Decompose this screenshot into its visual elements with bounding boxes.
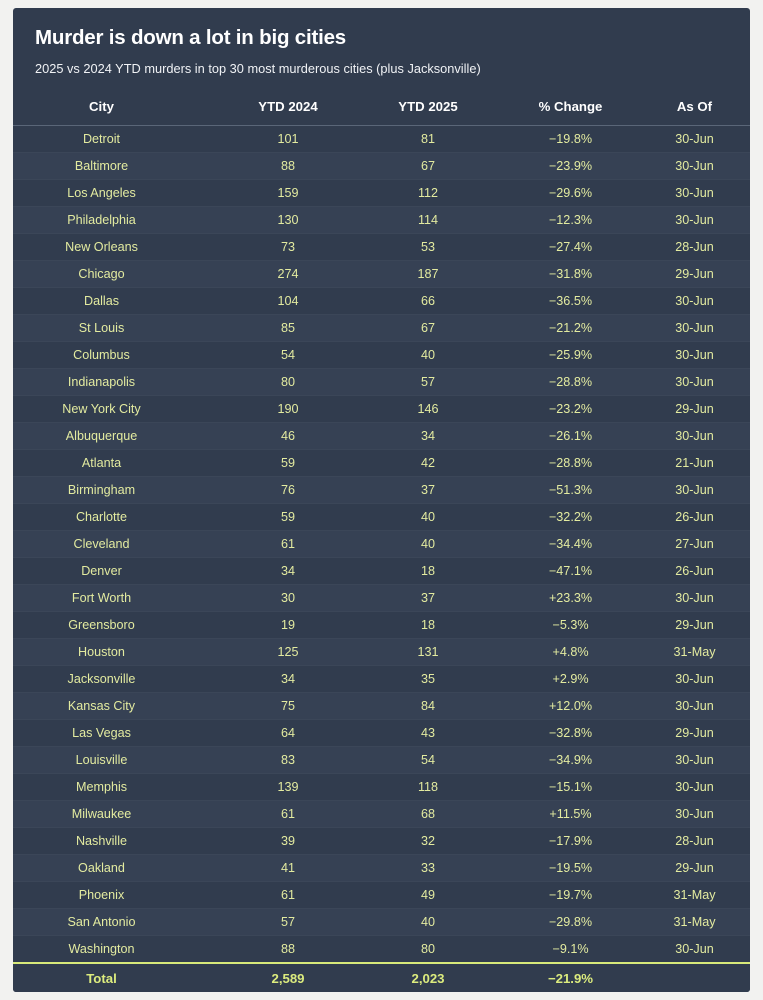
cell-pct-change: −21.2% xyxy=(498,315,643,342)
table-row[interactable] xyxy=(13,207,750,234)
cell-ytd-2025: 187 xyxy=(358,261,498,288)
cell-ytd-2025: 66 xyxy=(358,288,498,315)
cell-as-of: 30-Jun xyxy=(643,936,750,963)
cell-as-of: 30-Jun xyxy=(643,288,750,315)
cell-ytd-2024: 88 xyxy=(218,153,358,180)
table-row[interactable] xyxy=(13,909,750,936)
cell-city: New Orleans xyxy=(13,234,218,261)
cell-as-of: 30-Jun xyxy=(643,126,750,153)
cell-pct-change: −47.1% xyxy=(498,558,643,585)
column-header-pct-change[interactable]: % Change xyxy=(498,99,643,126)
cell-pct-change: −29.8% xyxy=(498,909,643,936)
cell-as-of: 30-Jun xyxy=(643,315,750,342)
table-row[interactable] xyxy=(13,639,750,666)
cell-ytd-2025: 67 xyxy=(358,315,498,342)
cell-as-of: 30-Jun xyxy=(643,207,750,234)
cell-pct-change: −32.2% xyxy=(498,504,643,531)
cell-city: Denver xyxy=(13,558,218,585)
cell-ytd-2025: 84 xyxy=(358,693,498,720)
cell-ytd-2025: 35 xyxy=(358,666,498,693)
cell-ytd-2024: 59 xyxy=(218,504,358,531)
cell-ytd-2025: 37 xyxy=(358,477,498,504)
table-row[interactable] xyxy=(13,558,750,585)
cell-ytd-2024: 59 xyxy=(218,450,358,477)
cell-ytd-2025: 18 xyxy=(358,558,498,585)
cell-as-of: 30-Jun xyxy=(643,774,750,801)
cell-city: Charlotte xyxy=(13,504,218,531)
cell-pct-change: −19.5% xyxy=(498,855,643,882)
cell-ytd-2025: 53 xyxy=(358,234,498,261)
cell-city: Phoenix xyxy=(13,882,218,909)
cell-ytd-2025: 114 xyxy=(358,207,498,234)
cell-ytd-2025: 42 xyxy=(358,450,498,477)
cell-pct-change: −23.2% xyxy=(498,396,643,423)
cell-city: Birmingham xyxy=(13,477,218,504)
cell-city: Kansas City xyxy=(13,693,218,720)
cell-ytd-2024: 39 xyxy=(218,828,358,855)
cell-ytd-2024: 159 xyxy=(218,180,358,207)
cell-ytd-2024: 57 xyxy=(218,909,358,936)
cell-ytd-2024: 61 xyxy=(218,801,358,828)
cell-as-of: 26-Jun xyxy=(643,558,750,585)
cell-city: Houston xyxy=(13,639,218,666)
cell-as-of: 29-Jun xyxy=(643,855,750,882)
cell-ytd-2025: 131 xyxy=(358,639,498,666)
cell-ytd-2025: 118 xyxy=(358,774,498,801)
cell-pct-change: +4.8% xyxy=(498,639,643,666)
cell-pct-change: −9.1% xyxy=(498,936,643,963)
cell-pct-change: +11.5% xyxy=(498,801,643,828)
cell-city: Fort Worth xyxy=(13,585,218,612)
table-row[interactable] xyxy=(13,369,750,396)
table-row[interactable] xyxy=(13,612,750,639)
table-row[interactable] xyxy=(13,234,750,261)
table-header-row xyxy=(13,99,750,126)
cell-city: Detroit xyxy=(13,126,218,153)
cell-ytd-2024: 80 xyxy=(218,369,358,396)
cell-ytd-2025: 146 xyxy=(358,396,498,423)
cell-as-of: 30-Jun xyxy=(643,153,750,180)
cell-ytd-2024: 34 xyxy=(218,666,358,693)
cell-city: Washington xyxy=(13,936,218,963)
cell-pct-change: −27.4% xyxy=(498,234,643,261)
cell-city: Indianapolis xyxy=(13,369,218,396)
cell-as-of: 29-Jun xyxy=(643,396,750,423)
cell-city: Louisville xyxy=(13,747,218,774)
cell-ytd-2024: 125 xyxy=(218,639,358,666)
table-row[interactable] xyxy=(13,288,750,315)
cell-as-of: 21-Jun xyxy=(643,450,750,477)
table-total-row xyxy=(13,963,750,992)
cell-ytd-2024: 34 xyxy=(218,558,358,585)
cell-pct-change: +2.9% xyxy=(498,666,643,693)
total-label: Total xyxy=(13,963,218,992)
cell-ytd-2025: 81 xyxy=(358,126,498,153)
cell-city: Philadelphia xyxy=(13,207,218,234)
total-pct-change: −21.9% xyxy=(498,963,643,992)
table-row[interactable] xyxy=(13,693,750,720)
cell-city: Columbus xyxy=(13,342,218,369)
cell-city: Las Vegas xyxy=(13,720,218,747)
cell-pct-change: −23.9% xyxy=(498,153,643,180)
table-row[interactable] xyxy=(13,828,750,855)
table-body xyxy=(13,126,750,992)
cell-ytd-2025: 40 xyxy=(358,504,498,531)
cell-as-of: 30-Jun xyxy=(643,801,750,828)
cell-as-of: 29-Jun xyxy=(643,720,750,747)
cell-city: Baltimore xyxy=(13,153,218,180)
cell-pct-change: −25.9% xyxy=(498,342,643,369)
cell-pct-change: −32.8% xyxy=(498,720,643,747)
cell-ytd-2024: 19 xyxy=(218,612,358,639)
cell-ytd-2024: 73 xyxy=(218,234,358,261)
cell-pct-change: −15.1% xyxy=(498,774,643,801)
cell-city: Los Angeles xyxy=(13,180,218,207)
murder-statistics-card xyxy=(13,8,750,992)
cell-as-of: 30-Jun xyxy=(643,477,750,504)
cell-pct-change: −19.8% xyxy=(498,126,643,153)
cell-pct-change: −26.1% xyxy=(498,423,643,450)
cell-as-of: 30-Jun xyxy=(643,666,750,693)
cell-city: St Louis xyxy=(13,315,218,342)
cell-pct-change: −19.7% xyxy=(498,882,643,909)
cell-ytd-2024: 41 xyxy=(218,855,358,882)
table-row[interactable] xyxy=(13,747,750,774)
cell-ytd-2024: 46 xyxy=(218,423,358,450)
table-row[interactable] xyxy=(13,180,750,207)
cell-ytd-2025: 33 xyxy=(358,855,498,882)
table-row[interactable] xyxy=(13,774,750,801)
cell-pct-change: −29.6% xyxy=(498,180,643,207)
page-subtitle: 2025 vs 2024 YTD murders in top 30 most murderous cities (plus Jacksonville) xyxy=(35,60,481,76)
cell-ytd-2025: 40 xyxy=(358,909,498,936)
total-ytd-2024: 2,589 xyxy=(218,963,358,992)
cell-pct-change: −34.9% xyxy=(498,747,643,774)
cell-ytd-2024: 190 xyxy=(218,396,358,423)
cell-as-of: 29-Jun xyxy=(643,612,750,639)
cell-ytd-2025: 80 xyxy=(358,936,498,963)
cell-ytd-2024: 83 xyxy=(218,747,358,774)
cell-city: Atlanta xyxy=(13,450,218,477)
murder-data-table xyxy=(13,99,750,992)
cell-city: Cleveland xyxy=(13,531,218,558)
cell-as-of: 30-Jun xyxy=(643,342,750,369)
table-row[interactable] xyxy=(13,315,750,342)
cell-ytd-2024: 85 xyxy=(218,315,358,342)
column-header-city[interactable]: City xyxy=(13,99,218,126)
cell-as-of: 30-Jun xyxy=(643,693,750,720)
cell-pct-change: −28.8% xyxy=(498,450,643,477)
cell-ytd-2025: 40 xyxy=(358,342,498,369)
table-row[interactable] xyxy=(13,153,750,180)
cell-as-of: 30-Jun xyxy=(643,180,750,207)
table-row[interactable] xyxy=(13,504,750,531)
cell-ytd-2025: 32 xyxy=(358,828,498,855)
cell-ytd-2025: 54 xyxy=(358,747,498,774)
cell-ytd-2025: 49 xyxy=(358,882,498,909)
cell-as-of: 30-Jun xyxy=(643,747,750,774)
cell-city: Chicago xyxy=(13,261,218,288)
cell-pct-change: −34.4% xyxy=(498,531,643,558)
table-row[interactable] xyxy=(13,342,750,369)
cell-pct-change: −12.3% xyxy=(498,207,643,234)
cell-pct-change: −17.9% xyxy=(498,828,643,855)
cell-city: Albuquerque xyxy=(13,423,218,450)
cell-as-of: 31-May xyxy=(643,882,750,909)
cell-as-of: 30-Jun xyxy=(643,369,750,396)
cell-city: Jacksonville xyxy=(13,666,218,693)
cell-as-of: 30-Jun xyxy=(643,585,750,612)
table-row[interactable] xyxy=(13,261,750,288)
cell-ytd-2024: 104 xyxy=(218,288,358,315)
table-row[interactable] xyxy=(13,720,750,747)
cell-pct-change: +23.3% xyxy=(498,585,643,612)
cell-ytd-2024: 64 xyxy=(218,720,358,747)
cell-ytd-2025: 68 xyxy=(358,801,498,828)
cell-ytd-2024: 61 xyxy=(218,882,358,909)
table-row[interactable] xyxy=(13,801,750,828)
cell-city: Milwaukee xyxy=(13,801,218,828)
cell-city: Dallas xyxy=(13,288,218,315)
table-row[interactable] xyxy=(13,396,750,423)
cell-city: Memphis xyxy=(13,774,218,801)
cell-as-of: 28-Jun xyxy=(643,234,750,261)
column-header-ytd-2024[interactable]: YTD 2024 xyxy=(218,99,358,126)
total-as-of xyxy=(643,963,750,992)
cell-pct-change: −28.8% xyxy=(498,369,643,396)
page-title: Murder is down a lot in big cities xyxy=(35,26,346,49)
cell-ytd-2024: 274 xyxy=(218,261,358,288)
cell-city: Oakland xyxy=(13,855,218,882)
column-header-as-of[interactable]: As Of xyxy=(643,99,750,126)
cell-city: New York City xyxy=(13,396,218,423)
cell-ytd-2024: 75 xyxy=(218,693,358,720)
cell-ytd-2024: 139 xyxy=(218,774,358,801)
cell-as-of: 31-May xyxy=(643,909,750,936)
total-ytd-2025: 2,023 xyxy=(358,963,498,992)
cell-ytd-2025: 18 xyxy=(358,612,498,639)
table-row[interactable] xyxy=(13,855,750,882)
cell-city: Greensboro xyxy=(13,612,218,639)
cell-ytd-2024: 130 xyxy=(218,207,358,234)
cell-ytd-2025: 40 xyxy=(358,531,498,558)
table-row[interactable] xyxy=(13,477,750,504)
table-row[interactable] xyxy=(13,882,750,909)
cell-ytd-2025: 67 xyxy=(358,153,498,180)
table-row[interactable] xyxy=(13,666,750,693)
column-header-ytd-2025[interactable]: YTD 2025 xyxy=(358,99,498,126)
cell-pct-change: +12.0% xyxy=(498,693,643,720)
table-row[interactable] xyxy=(13,585,750,612)
cell-ytd-2024: 88 xyxy=(218,936,358,963)
cell-ytd-2024: 101 xyxy=(218,126,358,153)
cell-ytd-2025: 37 xyxy=(358,585,498,612)
cell-pct-change: −36.5% xyxy=(498,288,643,315)
cell-pct-change: −51.3% xyxy=(498,477,643,504)
cell-ytd-2024: 76 xyxy=(218,477,358,504)
cell-ytd-2025: 43 xyxy=(358,720,498,747)
cell-pct-change: −31.8% xyxy=(498,261,643,288)
cell-as-of: 28-Jun xyxy=(643,828,750,855)
table-row[interactable] xyxy=(13,450,750,477)
cell-city: San Antonio xyxy=(13,909,218,936)
cell-ytd-2024: 54 xyxy=(218,342,358,369)
table-row[interactable] xyxy=(13,936,750,963)
cell-ytd-2024: 30 xyxy=(218,585,358,612)
card-header xyxy=(13,8,750,77)
cell-as-of: 27-Jun xyxy=(643,531,750,558)
cell-as-of: 29-Jun xyxy=(643,261,750,288)
cell-ytd-2025: 34 xyxy=(358,423,498,450)
cell-ytd-2024: 61 xyxy=(218,531,358,558)
cell-ytd-2025: 57 xyxy=(358,369,498,396)
cell-pct-change: −5.3% xyxy=(498,612,643,639)
cell-as-of: 26-Jun xyxy=(643,504,750,531)
table-row[interactable] xyxy=(13,423,750,450)
cell-ytd-2025: 112 xyxy=(358,180,498,207)
cell-as-of: 31-May xyxy=(643,639,750,666)
cell-as-of: 30-Jun xyxy=(643,423,750,450)
table-row[interactable] xyxy=(13,531,750,558)
table-row[interactable] xyxy=(13,126,750,153)
cell-city: Nashville xyxy=(13,828,218,855)
